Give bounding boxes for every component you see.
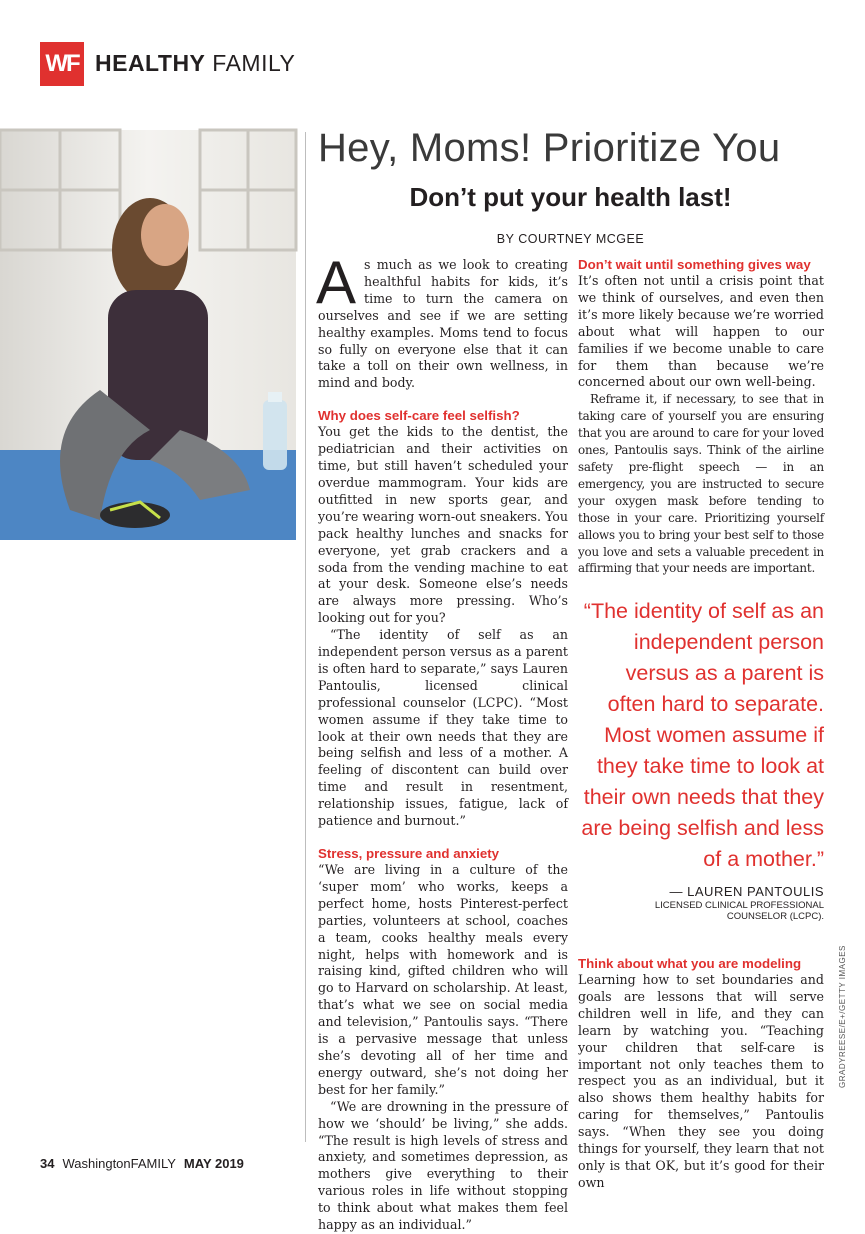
photo-credit: GRADYREESE/E+/GETTY IMAGES bbox=[838, 945, 847, 1088]
column-right-top bbox=[578, 257, 824, 577]
section-title: HEALTHY FAMILY bbox=[95, 50, 296, 76]
article-title: Hey, Moms! Prioritize You bbox=[318, 126, 781, 170]
wf-logo: WF bbox=[40, 42, 84, 86]
byline: BY COURTNEY MCGEE bbox=[496, 232, 645, 246]
paragraph: It’s often not until a crisis point that we think of ourselves, and even then it’s more likely because we’re worried about what will happen to our families if we become unable to care for them than because we’re concerned about our own well-being. bbox=[578, 273, 824, 390]
column-divider bbox=[305, 132, 306, 1142]
paragraph: “We are living in a culture of the ‘super mom’ who works, keeps a perfect home, hosts Pinterest-perfect parties, volunteers at school, coaches a team, cooks healthy meals every night, helps with homework and is raising kind, gifted children who will go to Harvard on scholarship. At least, that’s what we see on social media and television,” Pantoulis says. “There is a pervasive message that unless she’s devoting all of her time and energy outward, she’s not doing her best for her family.” bbox=[318, 862, 568, 1097]
paragraph: “We are drowning in the pressure of how we ‘should’ be living,” she adds. “The result is high levels of stress and anxiety, and sometimes depression, as mothers give everything to their various roles in life without stopping to think about what makes them feel happy as an individual.” bbox=[318, 1098, 568, 1233]
issue-date: MAY 2019 bbox=[183, 1156, 244, 1171]
heading-wait: Don’t wait until something gives way bbox=[578, 257, 811, 272]
article-photo bbox=[0, 130, 296, 540]
pull-quote-author: — LAUREN PANTOULIS bbox=[669, 884, 824, 899]
heading-modeling: Think about what you are modeling bbox=[578, 956, 802, 971]
intro-paragraph: As much as we look to creating healthful habits for kids, it’s time to turn the camera on ourselves and see if we are setting healthy examples. Moms tend to focus so fully on everyone else that it can take a toll on their own wellness, in mind and body. bbox=[316, 249, 568, 391]
column-left bbox=[316, 249, 568, 1234]
column-right-bottom bbox=[578, 956, 824, 1192]
paragraph: “The identity of self as an independent person versus as a parent is often hard to separate,” says Lauren Pantoulis, licensed clinical professional counselor (LCPC). “Most women assume if they take time to look at their own needs that they are being selfish and less of a mother. A feeling of discontent can build over time and result in resentment, relationship issues, fatigue, lack of patience and burnout.” bbox=[318, 627, 568, 829]
publication-name: WashingtonFAMILY bbox=[62, 1156, 176, 1171]
paragraph: You get the kids to the dentist, the pediatrician and their activities on time, but still haven’t scheduled your overdue mammogram. Your kids are outfitted in new sports gear, and you’re wearing worn-out sneakers. You pack healthy lunches and snacks for everyone, yet grab crackers and a soda from the vending machine to eat at your desk. Someone else’s needs are always more pressing. Who’s looking out for you? bbox=[318, 424, 568, 626]
heading-selfish: Why does self-care feel selfish? bbox=[318, 408, 520, 424]
pull-quote: “The identity of self as an independent person versus as a parent is often hard to separate. Most women assume if they take time to look at their own needs that they are being selfish and less of a mother.” bbox=[581, 599, 824, 871]
heading-stress: Stress, pressure and anxiety bbox=[318, 846, 500, 861]
paragraph: Reframe it, if necessary, to see that in taking care of yourself you are ensuring that you are around to care for your loved ones, Pantoulis says. Think of the airline safety pre-flight speech — in an emergency, you are instructed to secure your oxygen mask before tending to those in your care. Prioritizing yourself allows you to bring your best self to those you love and sets a valuable precedent in affirming that your needs are important. bbox=[578, 392, 824, 576]
drop-cap: A bbox=[316, 249, 357, 316]
page-number: 34 bbox=[40, 1156, 55, 1171]
pull-quote-author-title: LICENSED CLINICAL PROFESSIONAL COUNSELOR (LCPC). bbox=[654, 900, 824, 922]
page-footer bbox=[40, 1156, 244, 1171]
paragraph: Learning how to set boundaries and goals are lessons that will serve children well in life, and they can learn by watching you. “Teaching your children that self-care is important not only teaches them to respect you as an individual, but it also shows them healthy habits for caring for themselves,” Pantoulis says. “When they see you doing things for yourself, they learn that not only is that OK, but it’s good for their own bbox=[578, 972, 824, 1190]
article-subtitle: Don’t put your health last! bbox=[409, 182, 732, 212]
